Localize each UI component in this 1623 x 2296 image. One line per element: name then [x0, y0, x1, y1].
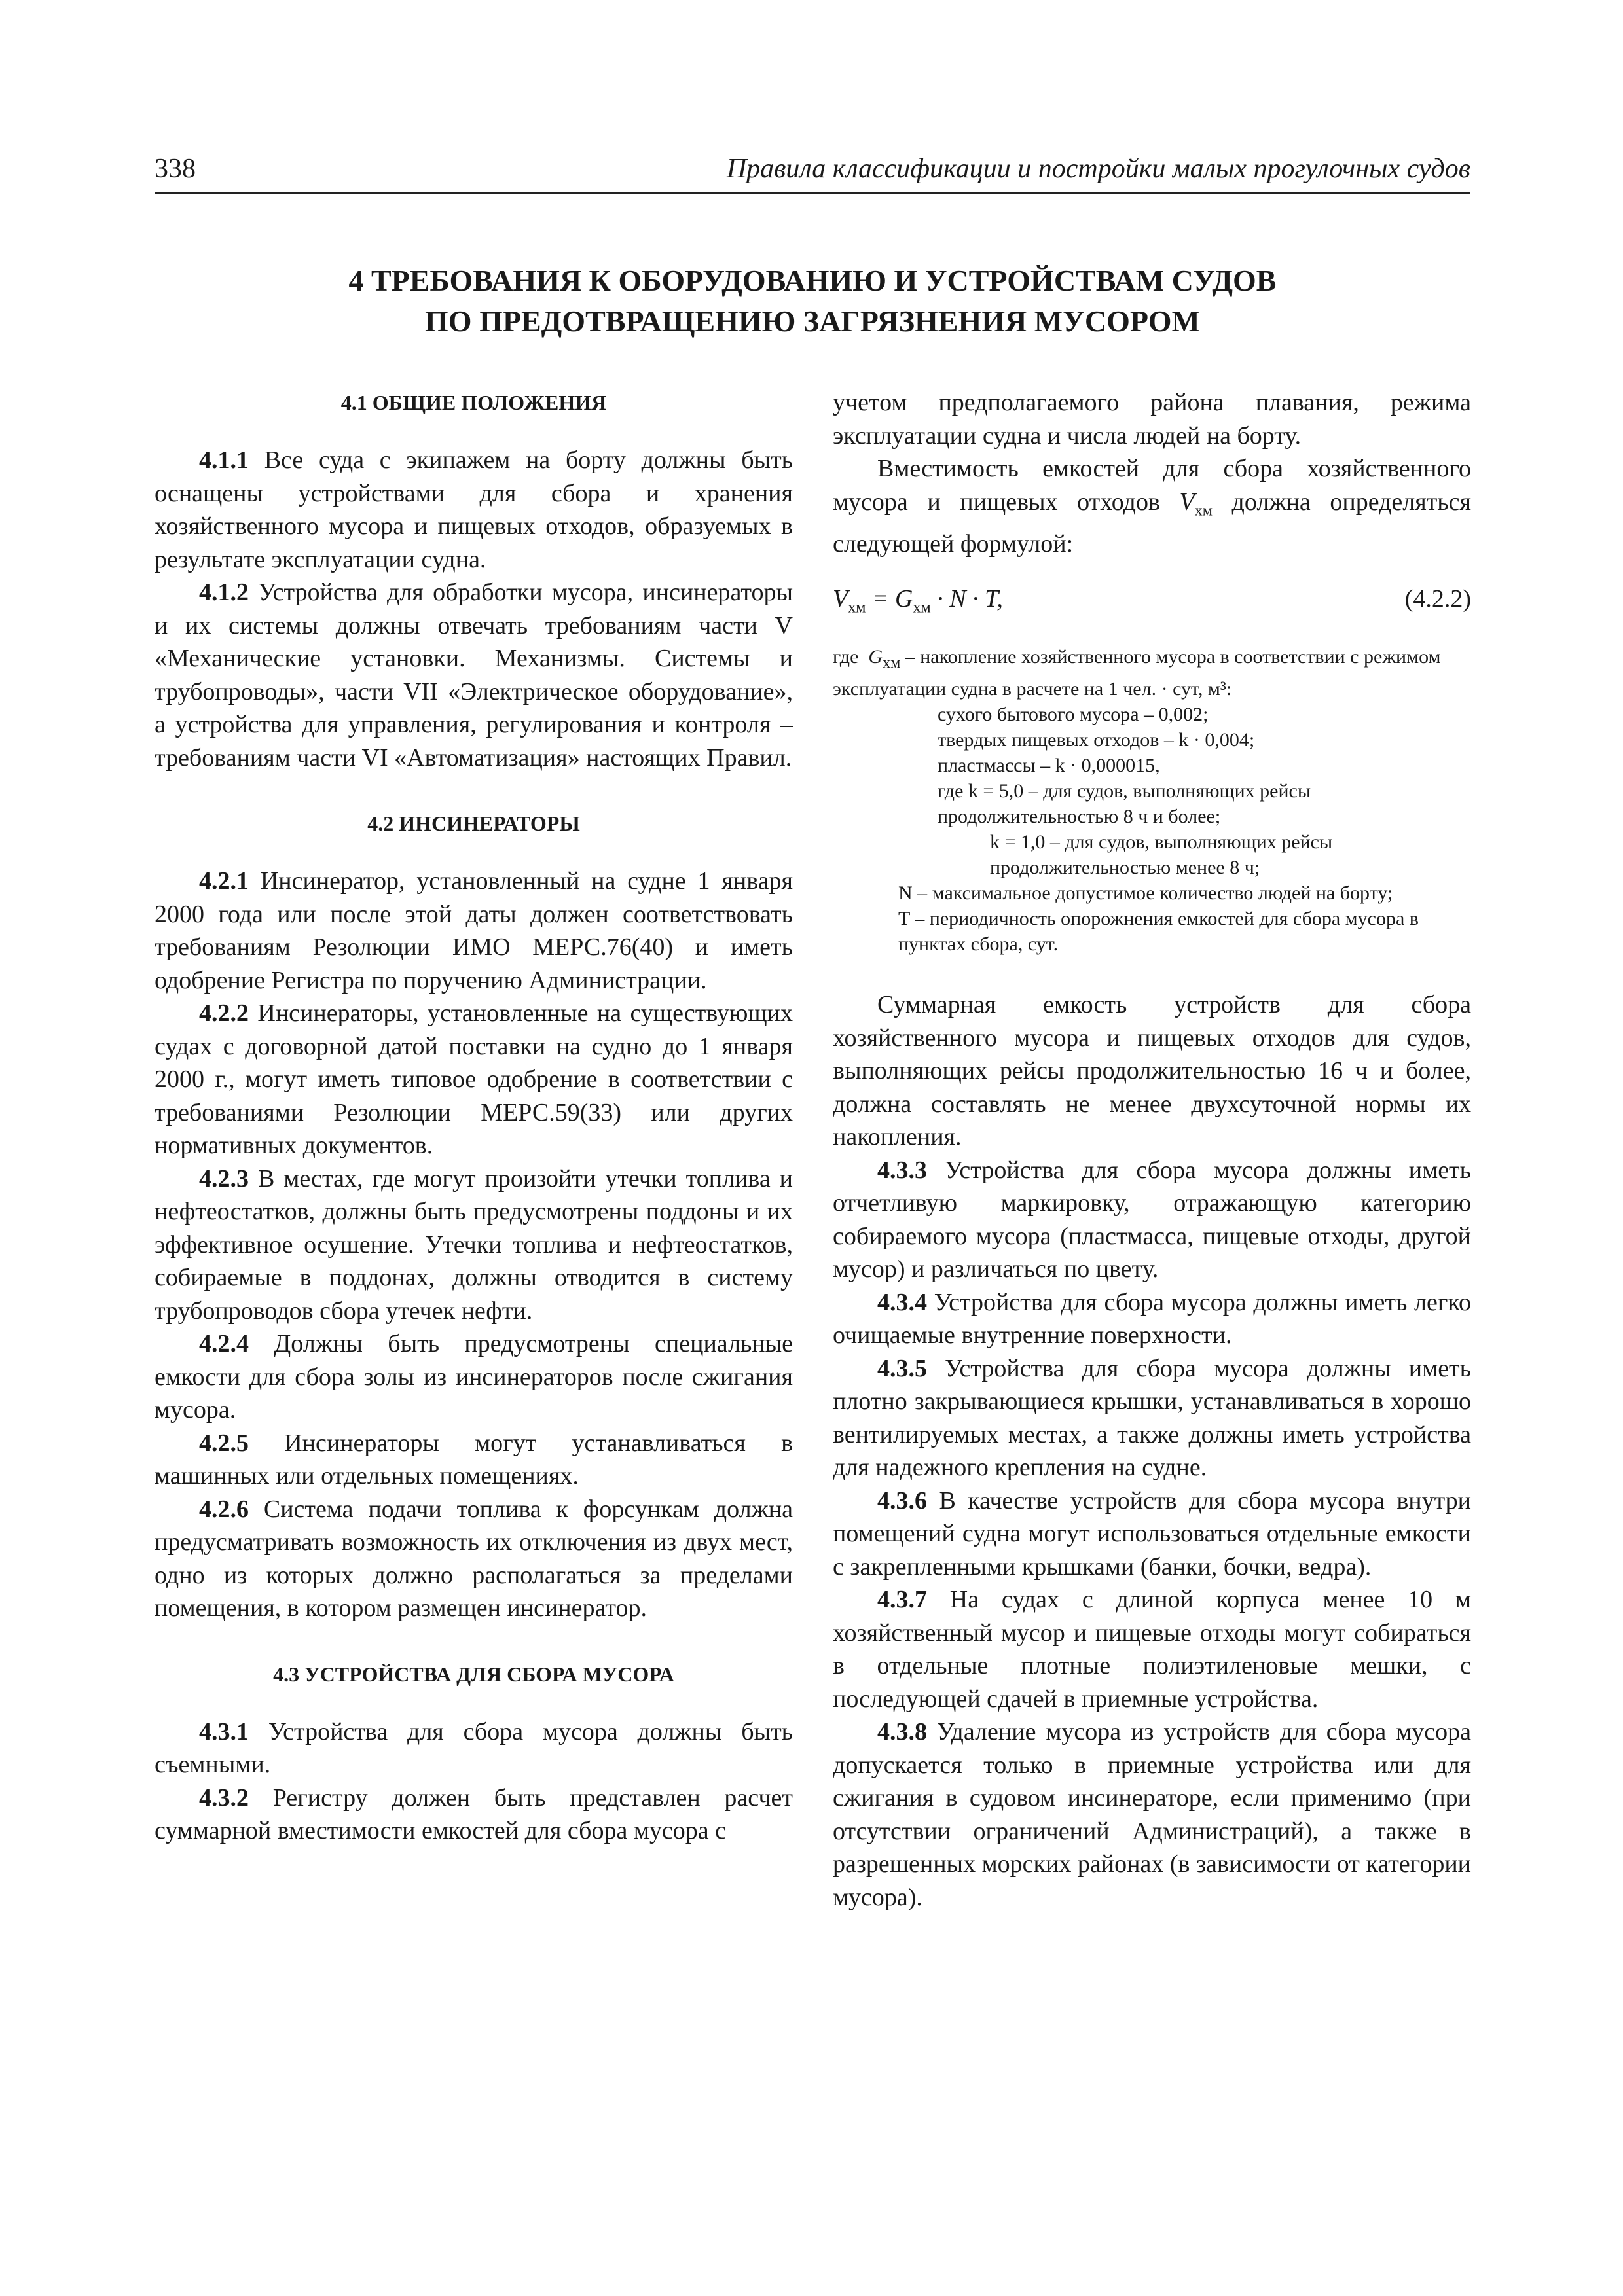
clause-number: 4.1.1: [199, 446, 249, 474]
chapter-title: [155, 260, 1470, 342]
legend-n: N – максимальное допустимое количество людей на борту;: [898, 882, 1393, 905]
legend-g: где $G_{хм}$ – накопление хозяйственного мусора в соответствии с режимом эксплуатации судна в расчете на 1 чел. · сут, м³:: [833, 646, 1441, 700]
capacity-text-a: Вместимость емкостей для сбора хозяйственного мусора и пищевых отходов: [833, 455, 1471, 516]
paragraph-4-3-4: [833, 1286, 1471, 1352]
clause-number: 4.3.4: [877, 1288, 927, 1316]
clause-number: 4.2.2: [199, 999, 249, 1027]
page-number: 338: [155, 154, 196, 184]
paragraph-4-3-7: [833, 1583, 1471, 1715]
paragraph-4-2-6: [155, 1493, 793, 1625]
paragraph-4-3-3: [833, 1154, 1471, 1286]
section-heading-4-2: 4.2 ИНСИНЕРАТОРЫ: [367, 812, 580, 835]
paragraph-4-3-8: [833, 1715, 1471, 1914]
chapter-title-line-2: ПО ПРЕДОТВРАЩЕНИЮ ЗАГРЯЗНЕНИЯ МУСОРОМ: [425, 304, 1200, 338]
legend-dry: сухого бытового мусора – 0,002;: [938, 704, 1209, 726]
clause-text: В местах, где могут произойти утечки топлива и нефтеостатков, должны быть предусмотрены поддоны и их эффективное осушение. Утечки топлива и нефтеостатков, собираемые в поддонах, должны отводится в систему трубопроводов сбора утечек нефти.: [155, 1164, 793, 1325]
clause-text: Устройства для обработки мусора, инсинераторы и их системы должны отвечать требованиям части V «Механические установки. Механизмы. Системы и трубопроводы», части VII «Электрическое оборудование», а устройства для управления, регулирования и контроля – требованиям части VI «Автоматизация» настоящих Правил.: [155, 579, 793, 772]
clause-number: 4.3.8: [877, 1718, 927, 1746]
var-v: $V_{хм}$: [1179, 488, 1213, 520]
capacity-text-b: должна определяться следующей формулой:: [833, 488, 1471, 558]
clause-number: 4.1.2: [199, 579, 249, 606]
clause-number: 4.2.6: [199, 1495, 249, 1523]
section-heading-4-3: 4.3 УСТРОЙСТВА ДЛЯ СБОРА МУСОРА: [273, 1662, 674, 1686]
clause-number: 4.3.1: [199, 1717, 249, 1746]
paragraph-4-1-1: [155, 444, 793, 576]
paragraph-4-2-4: [155, 1327, 793, 1427]
running-title: Правила классификации и постройки малых прогулочных судов: [726, 154, 1470, 184]
formula-number: (4.2.2): [1404, 585, 1471, 613]
section-heading-4-1: 4.1 ОБЩИЕ ПОЛОЖЕНИЯ: [340, 391, 607, 414]
legend-plastic: пластмассы – k · 0,000015,: [938, 755, 1160, 777]
clause-number: 4.3.7: [877, 1586, 927, 1614]
paragraph-4-2-1: [155, 865, 793, 997]
clause-number: 4.2.4: [199, 1330, 249, 1357]
clause-text: Устройства для сбора мусора должны иметь легко очищаемые внутренние поверхности.: [833, 1288, 1471, 1350]
clause-text: Регистру должен быть представлен расчет суммарной вместимости емкостей для сбора мусора с: [155, 1784, 793, 1844]
clause-number: 4.2.3: [199, 1164, 249, 1193]
formula-4-2-2: [833, 583, 1471, 618]
paragraph-4-2-2: [155, 997, 793, 1162]
legend-k1: где k = 5,0 – для судов, выполняющих рейсы продолжительностью 8 ч и более;: [938, 780, 1311, 828]
clause-text: Инсинератор, установленный на судне 1 января 2000 года или после этой даты должен соответствовать требованиям Резолюции ИМО МЕРС.76(40) и иметь одобрение Регистра по поручению Администрации.: [155, 867, 793, 994]
clause-text: Удаление мусора из устройств для сбора мусора допускается только в приемные устройства или для сжигания в судовом инсинераторе, если применимо (при отсутствии ограничений Администраций), а также в разрешенных морских районах (в зависимости от категории мусора).: [833, 1718, 1471, 1911]
clause-text: Все суда с экипажем на борту должны быть оснащены устройствами для сбора и хранения хозяйственного мусора и пищевых отходов, образуемых в результате эксплуатации судна.: [155, 446, 793, 573]
clause-text: Инсинераторы могут устанавливаться в машинных или отдельных помещениях.: [155, 1429, 793, 1490]
clause-text: Устройства для сбора мусора должны иметь плотно закрывающиеся крышки, устанавливаться в хорошо вентилируемых местах, а также должны иметь устройства для надежного крепления на судне.: [833, 1354, 1471, 1482]
paragraph-capacity: [833, 452, 1471, 560]
paragraph-4-2-3: [155, 1162, 793, 1328]
clause-text: Система подачи топлива к форсункам должна предусматривать возможность их отключения из двух мест, одно из которых должно располагаться за пределами помещения, в котором размещен инсинератор.: [155, 1495, 793, 1622]
paragraph-4-3-6: [833, 1484, 1471, 1584]
legend-k2: k = 1,0 – для судов, выполняющих рейсы продолжительностью менее 8 ч;: [990, 831, 1333, 879]
clause-text: На судах с длиной корпуса менее 10 м хозяйственный мусор и пищевые отходы могут собираться в отдельные плотные полиэтиленовые мешки, с последующей сдачей в приемные устройства.: [833, 1586, 1471, 1713]
left-column: [155, 386, 793, 1848]
clause-text: В качестве устройств для сбора мусора внутри помещений судна могут использоваться отдельные емкости с закрепленными крышками (банки, бочки, ведра).: [833, 1486, 1471, 1581]
clause-text: Устройства для сбора мусора должны быть съемными.: [155, 1717, 793, 1778]
right-column: [833, 386, 1471, 1914]
page-header: [155, 153, 1470, 194]
formula-legend: [833, 644, 1471, 957]
clause-number: 4.2.5: [199, 1429, 249, 1457]
legend-t: T – периодичность опорожнения емкостей для сбора мусора в пунктах сбора, сут.: [898, 908, 1419, 956]
chapter-title-line-1: 4 ТРЕБОВАНИЯ К ОБОРУДОВАНИЮ И УСТРОЙСТВАМ СУДОВ: [348, 264, 1277, 297]
clause-number: 4.2.1: [199, 867, 249, 895]
clause-text: Инсинераторы, установленные на существующих судах с договорной датой поставки на судно до 1 января 2000 г., могут иметь типовое одобрение в соответствии с требованиями Резолюции МЕРС.59(33) или других нормативных документов.: [155, 999, 793, 1159]
paragraph-4-3-2: [155, 1782, 793, 1848]
paragraph-4-3-1: [155, 1715, 793, 1782]
legend-food: твердых пищевых отходов – k · 0,004;: [938, 729, 1255, 751]
paragraph-4-1-2: [155, 576, 793, 774]
clause-number: 4.3.2: [199, 1784, 249, 1812]
clause-text: Должны быть предусмотрены специальные емкости для сбора золы из инсинераторов после сжигания мусора.: [155, 1330, 793, 1424]
paragraph-total-capacity: Суммарная емкость устройств для сбора хозяйственного мусора и пищевых отходов для судов, выполняющих рейсы продолжительностью 16 ч и более, должна составлять не менее двухсуточной нормы их накопления.: [833, 991, 1471, 1151]
paragraph-4-3-5: [833, 1352, 1471, 1484]
clause-number: 4.3.5: [877, 1354, 927, 1382]
clause-number: 4.3.6: [877, 1486, 927, 1515]
paragraph-4-2-5: [155, 1427, 793, 1493]
paragraph-4-3-2-continued: учетом предполагаемого района плавания, режима эксплуатации судна и числа людей на борту.: [833, 389, 1471, 450]
clause-text: Устройства для сбора мусора должны иметь отчетливую маркировку, отражающую категорию собираемого мусора (пластмасса, пищевые отходы, другой мусор) и различаться по цвету.: [833, 1156, 1471, 1283]
formula-expression: $V_{хм} = G_{хм} \cdot N \cdot T$,: [833, 585, 1003, 617]
clause-number: 4.3.3: [877, 1156, 927, 1184]
